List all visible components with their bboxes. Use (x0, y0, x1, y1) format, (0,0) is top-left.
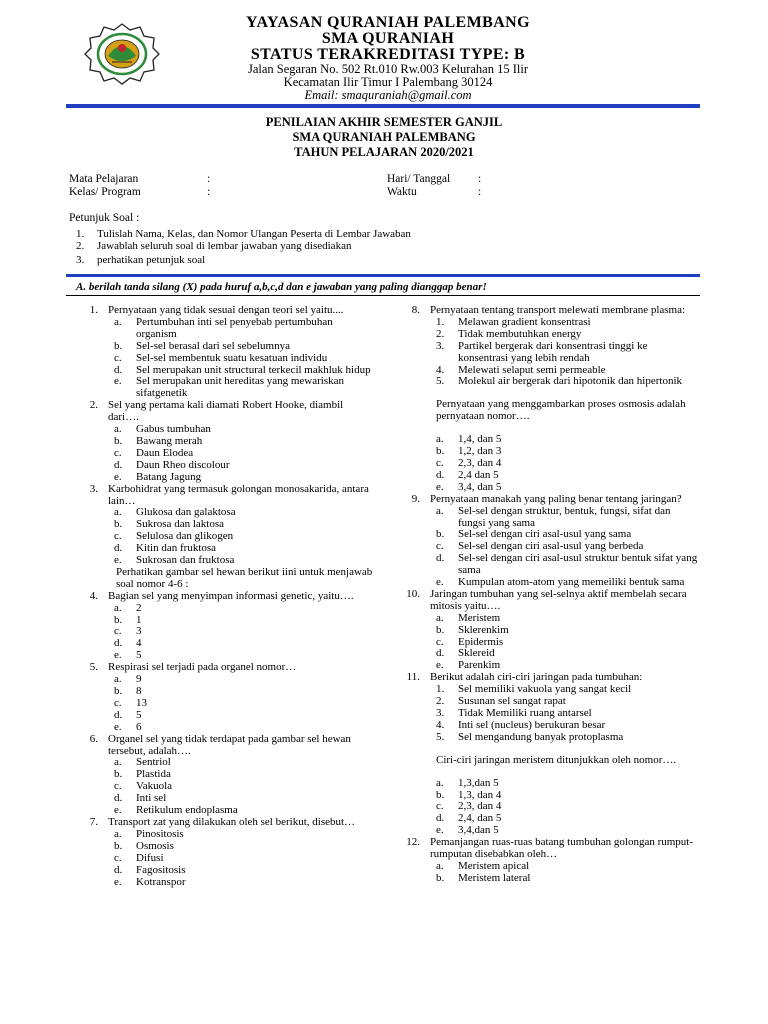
option-text: Tidak membutuhkan energy (458, 327, 582, 340)
option-text: Sklerenkim (458, 623, 509, 636)
option-text: 5 (136, 708, 142, 721)
option-text: Vakuola (136, 780, 173, 793)
option-label: c. (114, 625, 122, 638)
option-label: 2. (436, 695, 445, 708)
option-label: e. (436, 576, 444, 589)
option-label: d. (114, 458, 123, 471)
option-label: d. (114, 863, 123, 876)
option-text: Sel-sel dengan struktur, bentuk, fungsi, sifat dan fungsi yang sama (458, 504, 671, 529)
option-text: Kumpulan atom-atom yang memeiliki bentuk sama (458, 576, 685, 589)
image-reference-note: Perhatikan gambar sel hewan berikut iini untuk menjawab soal nomor 4-6 : (116, 565, 373, 590)
option-text: 2,3, dan 4 (458, 800, 502, 813)
option-label: b. (114, 768, 123, 781)
question-number: 6. (89, 732, 98, 745)
option-text: Selulosa dan glikogen (136, 530, 234, 543)
option-text: Pernyataan tentang transport melewati membrane plasma: (430, 304, 686, 316)
option-text: 1,3,dan 5 (458, 776, 499, 789)
option-text: Daun Elodea (136, 446, 194, 459)
option-text: Pernyataan manakah yang paling benar tentang jaringan? (430, 492, 682, 505)
option-label: d. (436, 552, 445, 565)
option-label: a. (114, 673, 122, 686)
option-text: Susunan sel sangat rapat (458, 695, 566, 708)
option-text: Karbohidrat yang termasuk golongan monosakarida, antara lain… (108, 482, 369, 507)
day-colon: : (478, 173, 482, 185)
option-text: Sel-sel dengan ciri asal-usul yang sama (458, 528, 632, 541)
option-text: Gabus tumbuhan (136, 423, 211, 436)
option-text: Pernyataan yang tidak sesuai dengan teori sel yaitu.... (108, 304, 344, 316)
instruction-item: Tulislah Nama, Kelas, dan Nomor Ulangan Peserta di Lembar Jawaban (97, 228, 411, 240)
option-label: b. (114, 685, 123, 697)
question-number: 4. (89, 589, 98, 602)
option-label: e. (436, 824, 444, 837)
question-number: 3. (89, 482, 98, 495)
option-text: 3,4, dan 5 (458, 480, 502, 493)
option-label: b. (436, 528, 445, 541)
option-text: Bagian sel yang menyimpan informasi genetic, yaitu…. (108, 589, 354, 602)
address-line-1: Jalan Segaran No. 502 Rt.010 Rw.003 Kelurahan 15 Ilir (247, 62, 529, 76)
question-12 (398, 837, 698, 861)
option-text: Sel-sel dengan ciri asal-usul struktur bentuk sifat yang sama (458, 552, 698, 577)
option-text: Bawang merah (136, 434, 203, 447)
option-label: b. (436, 623, 445, 636)
instruction-item: perhatikan petunjuk soal (97, 254, 206, 266)
option-text: Sklereid (458, 647, 495, 660)
option-text: Sel yang pertama kali diamati Robert Hooke, diambil dari…. (108, 399, 344, 424)
option-text: Pertumbuhan inti sel penyebab pertumbuhan organism (136, 315, 333, 340)
option-text: Meristem (458, 611, 501, 624)
option-text: Sukrosan dan fruktosa (136, 554, 235, 567)
option-label: a. (114, 423, 122, 436)
option-label: c. (436, 540, 444, 553)
option-text: Plastida (136, 768, 171, 781)
option-label: c. (114, 780, 122, 793)
option-text: Berikut adalah ciri-ciri jaringan pada tumbuhan: (430, 671, 643, 684)
option-label: c. (114, 851, 122, 864)
option-text: 13 (136, 696, 147, 709)
option-text: Pinositosis (136, 827, 184, 840)
option-label: c. (436, 635, 444, 648)
option-text: 1 (136, 613, 142, 626)
accreditation-status: STATUS TERAKREDITASI TYPE: B (250, 46, 526, 63)
option-text: 6 (136, 720, 142, 733)
option-text: Kitin dan fruktosa (136, 542, 217, 555)
option-text: 1,4, dan 5 (458, 433, 502, 446)
option-text: Sukrosa dan laktosa (136, 518, 224, 531)
question-6 (76, 734, 376, 758)
option-text: 2,3, dan 4 (458, 456, 502, 469)
option-text: Epidermis (458, 635, 504, 648)
option-label: d. (436, 468, 445, 481)
option-text: Molekul air bergerak dari hipotonik dan hipertonik (458, 375, 683, 388)
option-label: c. (114, 696, 122, 709)
option-text: Meristem apical (458, 859, 530, 872)
option-text: Sel memiliki vakuola yang sangat kecil (458, 683, 632, 696)
question-number: 10. (406, 587, 420, 600)
question-3 (76, 484, 376, 508)
option-label: e. (114, 649, 122, 662)
option-label: a. (436, 776, 444, 789)
time-label: Waktu (387, 186, 417, 198)
day-label: Hari/ Tanggal (387, 173, 451, 185)
option-label: b. (436, 788, 445, 801)
option-text: 2,4 dan 5 (458, 468, 499, 481)
option-label: a. (114, 506, 122, 519)
question-number: 11. (406, 671, 420, 684)
option-text: 2,4, dan 5 (458, 812, 502, 825)
address-line-2: Kecamatan Ilir Timur I Palembang 30124 (283, 75, 493, 89)
subject-label: Mata Pelajaran (69, 173, 139, 185)
option-text: Parenkim (458, 659, 501, 672)
option-label: d. (436, 812, 445, 825)
option-text: Retikulum endoplasma (136, 804, 238, 817)
instruction-num: 1. (76, 228, 85, 240)
option-label: e. (436, 480, 444, 493)
option-text: 4 (136, 637, 142, 650)
question-8-stem: Pernyataan yang menggambarkan proses osmosis adalah pernyataan nomor…. (436, 398, 686, 423)
option-text: Daun Rheo discolour (136, 458, 230, 471)
option-label: e. (114, 875, 122, 888)
option-text: 1,2, dan 3 (458, 445, 502, 458)
option-text: Glukosa dan galaktosa (136, 506, 236, 519)
option-text: Fagositosis (136, 863, 186, 876)
question-number: 9. (411, 492, 420, 505)
subject-colon: : (207, 173, 211, 185)
option-text: 9 (136, 673, 142, 686)
option-text: Organel sel yang tidak terdapat pada gambar sel hewan tersebut, adalah…. (108, 732, 351, 757)
right-question-column (398, 305, 698, 885)
option-text: Sel mengandung banyak protoplasma (458, 730, 624, 743)
question-10 (398, 589, 698, 613)
option-text: Jaringan tumbuhan yang sel-selnya aktif membelah secara mitosis yaitu…. (430, 587, 687, 612)
option-label: 2. (436, 327, 445, 340)
instruction-item: Jawablah seluruh soal di lembar jawaban yang disediakan (97, 240, 352, 252)
question-number: 5. (89, 661, 98, 674)
question-number: 12. (406, 836, 420, 849)
option-label: 3. (436, 707, 445, 719)
option-label: a. (114, 827, 122, 840)
option-label: b. (114, 434, 123, 447)
option-text: Meristem lateral (458, 871, 531, 884)
option-text: Inti sel (136, 792, 167, 805)
section-a-instruction: A. berilah tanda silang (X) pada huruf a,b,c,d dan e jawaban yang paling dianggap benar! (76, 281, 487, 293)
option-label: a. (436, 859, 444, 872)
instruction-num: 2. (76, 240, 85, 252)
option-text: Respirasi sel terjadi pada organel nomor… (108, 661, 297, 674)
option-label: c. (436, 456, 444, 469)
option-label: b. (114, 839, 123, 852)
option-text: Sel-sel dengan ciri asal-usul yang berbeda (458, 540, 644, 553)
school-logo (84, 22, 160, 86)
option-label: b. (114, 518, 123, 531)
exam-school: SMA QURANIAH PALEMBANG (292, 130, 476, 144)
option-text: Melewati selaput semi permeable (458, 363, 606, 376)
option-label: 4. (436, 718, 445, 731)
option-text: Transport zat yang dilakukan oleh sel berikut, disebut… (108, 815, 356, 828)
question-number: 2. (89, 399, 98, 412)
option-label: c. (114, 530, 122, 543)
option-label: 1. (436, 315, 445, 328)
instruction-num: 3. (76, 254, 85, 266)
question-11-stem: Ciri-ciri jaringan meristem ditunjukkan oleh nomor…. (436, 753, 677, 766)
option-text: 8 (136, 685, 142, 697)
option-text: Inti sel (nucleus) berukuran besar (458, 718, 606, 731)
option-label: d. (114, 792, 123, 805)
section-underline (66, 295, 700, 296)
option-label: a. (114, 601, 122, 614)
option-text: Kotranspor (136, 875, 186, 888)
time-colon: : (478, 186, 482, 198)
option-label: c. (436, 800, 444, 813)
option-label: d. (114, 708, 123, 721)
option-label: e. (114, 375, 122, 388)
option-text: Melawan gradient konsentrasi (458, 315, 591, 328)
option-text: Sel merupakan unit structural terkecil makhluk hidup (136, 363, 371, 376)
option-label: d. (114, 542, 123, 555)
option-label: 1. (436, 683, 445, 696)
class-colon: : (207, 186, 211, 198)
class-label: Kelas/ Program (69, 186, 141, 198)
option-label: c. (114, 351, 122, 364)
option-label: d. (114, 363, 123, 376)
email-line: Email: smaquraniah@gmail.com (304, 88, 472, 102)
option-text: 2 (136, 601, 142, 614)
option-label: e. (114, 720, 122, 733)
option-label: c. (114, 446, 122, 459)
question-4 (76, 591, 376, 603)
option-label: a. (114, 756, 122, 769)
option-label: d. (436, 647, 445, 660)
option-label: b. (114, 339, 123, 352)
question-2 (76, 400, 376, 424)
question-number: 7. (89, 815, 98, 828)
option-text: Tidak Memiliki ruang antarsel (458, 707, 592, 719)
option-label: b. (436, 445, 445, 458)
section-divider (66, 274, 700, 277)
option-text: Difusi (136, 851, 164, 864)
logo-emblem-icon (84, 22, 160, 86)
option-label: 3. (436, 339, 445, 352)
option-text: Batang Jagung (136, 470, 202, 483)
option-text: 1,3, dan 4 (458, 788, 502, 801)
option-label: a. (436, 433, 444, 446)
option-label: 5. (436, 730, 445, 743)
question-9 (398, 494, 698, 506)
option-label: a. (436, 504, 444, 517)
option-text: Sel-sel berasal dari sel sebelumnya (136, 339, 290, 352)
option-text: 5 (136, 649, 142, 662)
left-question-column (76, 305, 376, 888)
option-label: d. (114, 637, 123, 650)
option-label: a. (436, 611, 444, 624)
option-label: e. (114, 470, 122, 483)
option-text: Pemanjangan ruas-ruas batang tumbuhan golongan rumput-rumputan disebabkan oleh… (430, 836, 694, 861)
option-text: Sel merupakan unit hereditas yang mewariskan sifatgenetik (136, 375, 345, 400)
header-divider (66, 104, 700, 108)
option-label: 5. (436, 375, 445, 388)
school-name: SMA QURANIAH (321, 30, 455, 47)
option-label: b. (114, 613, 123, 626)
exam-title: PENILAIAN AKHIR SEMESTER GANJIL (265, 115, 503, 129)
option-label: b. (436, 871, 445, 884)
option-text: Sel-sel membentuk suatu kesatuan individu (136, 351, 328, 364)
option-text: 3 (136, 625, 142, 638)
option-text: Partikel bergerak dari konsentrasi tinggi ke konsentrasi yang lebih rendah (458, 339, 648, 364)
foundation-name: YAYASAN QURANIAH PALEMBANG (246, 14, 530, 31)
option-text: 3,4,dan 5 (458, 824, 499, 837)
option-label: e. (114, 804, 122, 817)
exam-year: TAHUN PELAJARAN 2020/2021 (294, 145, 474, 159)
option-label: a. (114, 315, 122, 328)
option-text: Sentriol (136, 756, 171, 769)
question-number: 8. (411, 304, 420, 316)
question-number: 1. (89, 304, 98, 316)
instructions-heading: Petunjuk Soal : (69, 212, 140, 224)
option-text: Osmosis (136, 839, 174, 852)
option-label: e. (436, 659, 444, 672)
option-label: 4. (436, 363, 445, 376)
option-label: e. (114, 554, 122, 567)
